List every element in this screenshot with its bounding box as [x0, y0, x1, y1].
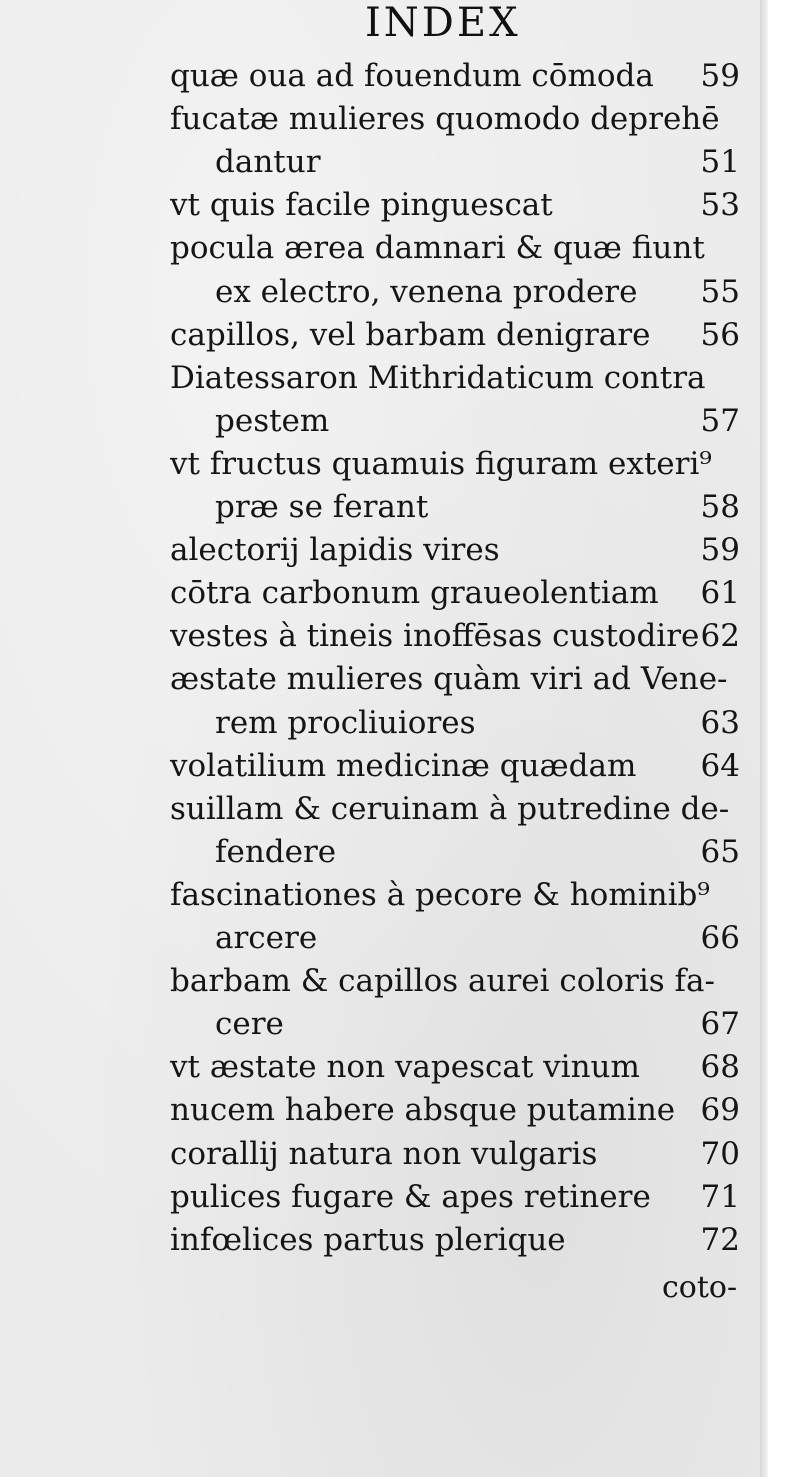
- entry-text: suillam & ceruinam à putredine de-: [170, 790, 730, 827]
- entry-page-number: 53: [700, 187, 740, 224]
- entry-text: vt æstate non vapescat vinum: [170, 1049, 640, 1086]
- entry-text: æstate mulieres quàm viri ad Vene-: [170, 661, 728, 698]
- index-entry: [170, 659, 740, 699]
- entry-text: præ se ferant: [215, 489, 429, 525]
- entry-text: Diatessaron Mithridaticum contra: [170, 359, 706, 396]
- entry-text: ex electro, venena prodere: [215, 273, 638, 310]
- entry-page-number: 51: [700, 144, 740, 181]
- entry-text: dantur: [215, 144, 321, 181]
- index-entry: [170, 185, 740, 225]
- entry-page-number: 64: [700, 747, 740, 784]
- index-entry: [170, 789, 740, 829]
- entry-page-number: 62: [700, 618, 740, 655]
- entry-text: cōtra carbonum graueolentiam: [170, 575, 659, 612]
- index-entry: [170, 358, 740, 398]
- index-entry-continuation: [215, 142, 740, 182]
- catchword: coto-: [662, 1270, 738, 1305]
- entry-text: alectorij lapidis vires: [170, 532, 500, 569]
- entry-page-number: 71: [700, 1178, 740, 1215]
- entry-text: vestes à tineis inoffēsas custodire: [170, 618, 700, 655]
- entry-text: fascinationes à pecore & hominib⁹: [170, 876, 710, 913]
- entry-page-number: 59: [700, 532, 740, 569]
- index-entry: [170, 746, 740, 786]
- index-entry: [170, 444, 740, 484]
- entry-page-number: 57: [700, 402, 740, 439]
- entry-text: arcere: [215, 920, 318, 956]
- index-entry-continuation: [215, 401, 740, 441]
- index-entry-continuation: [215, 832, 740, 872]
- entry-page-number: 72: [700, 1221, 740, 1258]
- index-entry: [170, 99, 740, 139]
- index-entry-continuation: [215, 487, 740, 527]
- entry-text: infœlices partus plerique: [170, 1221, 566, 1258]
- entry-text: cere: [215, 1006, 284, 1043]
- index-entry-continuation: [215, 703, 740, 743]
- entry-text: fendere: [215, 833, 337, 870]
- index-entry-continuation: [215, 918, 740, 958]
- index-entry: [170, 573, 740, 613]
- index-entries-list: [0, 56, 768, 1316]
- entry-page-number: 67: [700, 1006, 740, 1043]
- entry-page-number: 56: [700, 316, 740, 353]
- entry-text: pocula ærea damnari & quæ fiunt: [170, 230, 705, 267]
- entry-page-number: 68: [700, 1049, 740, 1086]
- index-entry: [170, 1047, 740, 1087]
- index-entry-continuation: [215, 272, 740, 312]
- index-entry: [170, 228, 740, 268]
- entry-text: vt quis facile pinguescat: [170, 187, 553, 224]
- entry-page-number: 59: [700, 58, 740, 94]
- index-entry: [170, 1134, 740, 1174]
- entry-page-number: 63: [700, 704, 740, 741]
- entry-page-number: 58: [700, 489, 740, 525]
- entry-page-number: 70: [700, 1135, 740, 1172]
- index-entry: [170, 530, 740, 570]
- entry-page-number: 69: [700, 1092, 740, 1129]
- entry-page-number: 66: [700, 920, 740, 956]
- entry-text: corallij natura non vulgaris: [170, 1135, 598, 1172]
- index-entry: [170, 961, 740, 1001]
- entry-text: capillos, vel barbam denigrare: [170, 316, 651, 353]
- entry-text: barbam & capillos aurei coloris fa-: [170, 963, 715, 1000]
- entry-page-number: 65: [700, 833, 740, 870]
- index-entry: [170, 1220, 740, 1260]
- index-entry: [170, 315, 740, 355]
- entry-text: quæ oua ad fouendum cōmoda: [170, 58, 654, 94]
- index-entry: [170, 616, 740, 656]
- index-entry-continuation: [215, 1004, 740, 1044]
- index-entry: [170, 875, 740, 915]
- entry-text: fucatæ mulieres quomodo deprehē: [170, 101, 720, 138]
- entry-text: volatilium medicinæ quædam: [170, 747, 637, 784]
- entry-page-number: 55: [700, 273, 740, 310]
- entry-page-number: 61: [700, 575, 740, 612]
- running-head: INDEX: [365, 0, 521, 46]
- entry-text: pulices fugare & apes retinere: [170, 1178, 651, 1215]
- index-entry: [170, 1177, 740, 1217]
- index-entry: [170, 1090, 740, 1130]
- entry-text: vt fructus quamuis figuram exteri⁹: [170, 445, 712, 482]
- entry-text: rem procliuiores: [215, 704, 476, 741]
- entry-text: pestem: [215, 402, 330, 439]
- index-entry: [170, 56, 740, 96]
- scan-margin: [768, 0, 800, 1477]
- entry-text: nucem habere absque putamine: [170, 1092, 676, 1129]
